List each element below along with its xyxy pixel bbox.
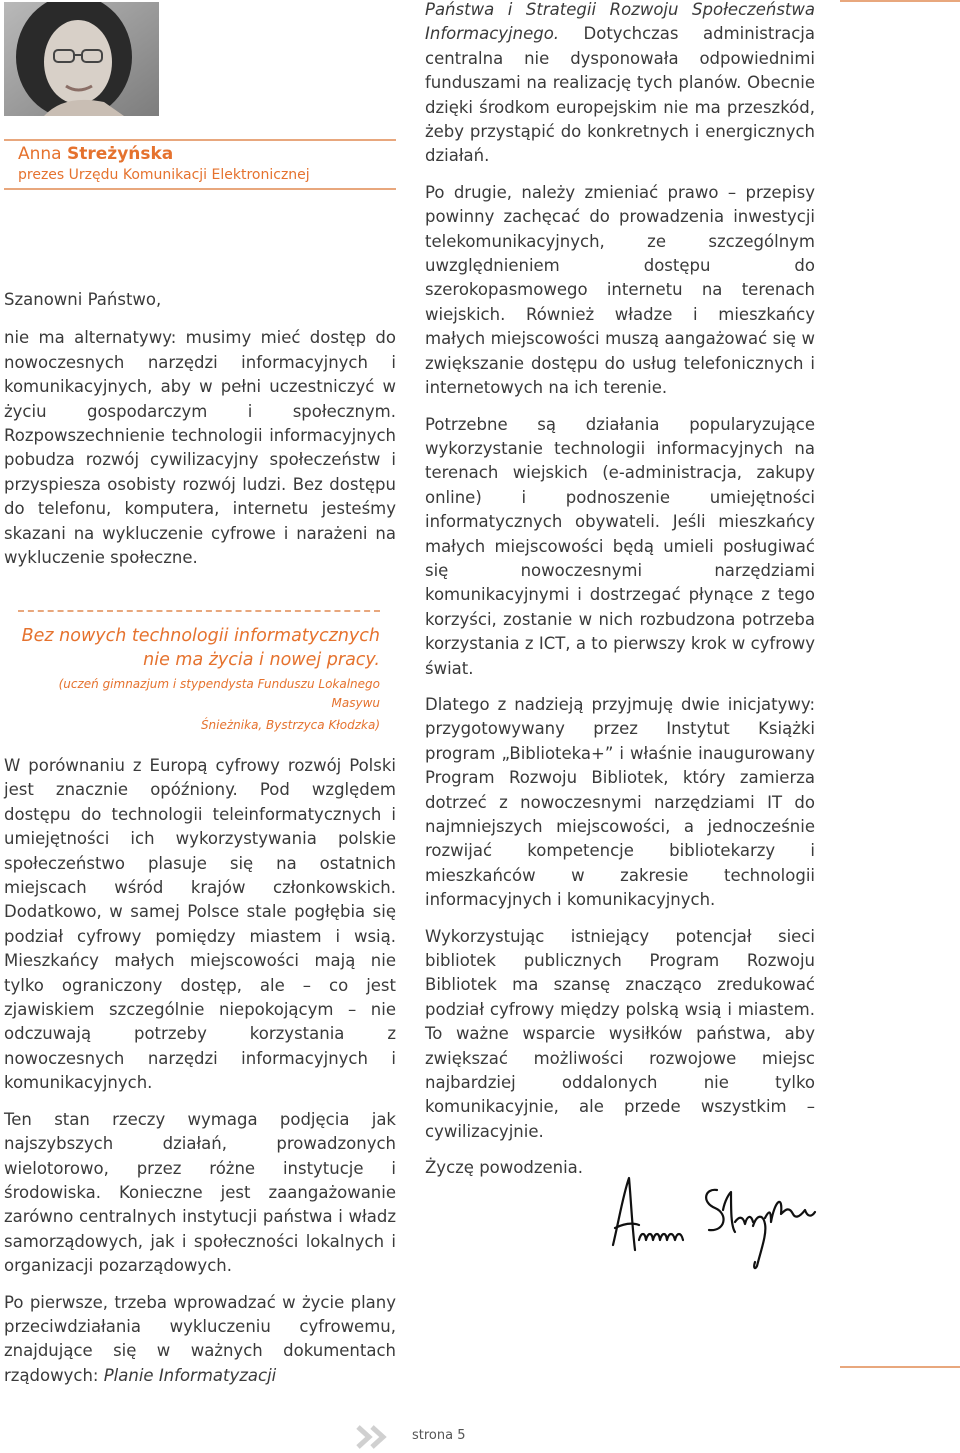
portrait-photo [4, 2, 159, 116]
paragraph [425, 0, 815, 169]
author-block [4, 139, 396, 190]
author-last-name: Streżyńska [67, 144, 174, 164]
author-first-name: Anna [18, 144, 62, 164]
author-role: prezes Urzędu Komunikacji Elektronicznej [4, 165, 396, 190]
paragraph-text: Dotychczas administracja centralna nie dysponowała odpowiednimi funduszami na realizację tych planów. Obecnie dzięki środkom europejskim nie ma przeszkód, żeby przystąpić do konkretnych i energicznych działań. [425, 24, 815, 166]
double-chevron-right-icon [355, 1424, 395, 1450]
paragraph: Dlatego z nadzieją przyjmuję dwie inicjatywy: przygotowywany przez Instytut Książki program „Biblioteka+” i właśnie inaugurowany Program Rozwoju Bibliotek, który zamierza dotrzeć z nowoczesnymi narzędziami IT do najmniejszych miejscowości, a jednocześnie rozwijać kompetencje bibliotekarzy i mieszkańców w zakresie technologii informacyjnych i komunikacyjnych. [425, 694, 815, 910]
signature [605, 1170, 820, 1275]
quote-source-line-1: (uczeń gimnazjum i stypendysta Funduszu Lokalnego Masywu [58, 677, 380, 710]
right-column [425, 0, 815, 1193]
paragraph: Wykorzystując istniejący potencjał sieci bibliotek publicznych Program Rozwoju Bibliotek ma szansę znacząco zredukować podział cyfrowy między polską wsią i miastem. To ważne wsparcie wysiłków państwa, aby zwiększać możliwości rozwojowe miejsc najbardziej oddalonych nie tylko komunikacyjnie, ale przede wszystkim – cywilizacyjnie. [425, 926, 815, 1141]
left-column-bottom [4, 754, 396, 1400]
paragraph [4, 1291, 396, 1389]
left-column-top [4, 288, 396, 582]
quote-line-1: Bez nowych technologii informatycznych [21, 626, 380, 646]
dashed-divider [18, 610, 380, 612]
paragraph: Po drugie, należy zmieniać prawo – przepisy powinny zachęcać do prowadzenia inwestycji telekomunikacyjnych, ze szczególnym uwzględnieniem dostępu do szerokopasmowego internetu na terenach wiejskich. Również władze i mieszkańcy małych miejscowości muszą aangażować się w zwiększanie dostępu do usług telefonicznych i internetowych na ich terenie. [425, 182, 815, 398]
greeting: Szanowni Państwo, [4, 290, 162, 309]
author-name [4, 141, 396, 165]
paragraph: Potrzebne są działania popularyzujące wykorzystanie technologii informacyjnych na terenach wiejskich (e-administracja, zakupy online) i podnoszenie umiejętności informatycznych obywateli. Jeśli mieszkańcy małych miejscowości będą umieli posługiwać się nowoczesnymi narzędziami komunikacyjnymi i dostrzegać płynące z tego korzyści, zostanie w nich rozbudzona potrzeba korzystania z ICT, a to pierwszy krok w cyfrowy świat. [425, 414, 815, 678]
closing: Życzę powodzenia. [425, 1158, 584, 1178]
document-title: Planie Informatyzacji [103, 1365, 277, 1385]
quote-source-line-2: Śnieżnika, Bystrzyca Kłodzka) [200, 718, 380, 732]
page-number: strona 5 [412, 1428, 466, 1443]
paragraph: Ten stan rzeczy wymaga podjęcia jak najszybszych działań, prowadzonych wielotorowo, przez różne instytucje i środowiska. Konieczne jest zaangażowanie zarówno centralnych instytucji państwa i władz samorządowych, jak i społeczności lokalnych i organizacji pozarządowych. [4, 1109, 396, 1276]
author-photo [4, 2, 159, 116]
quote-line-2: nie ma życia i nowej pracy. [143, 650, 380, 670]
document-title: Państwa i Strategii Rozwoju Społeczeństwa Informacyjnego. [425, 0, 815, 44]
paragraph: nie ma alternatywy: musimy mieć dostęp do nowoczesnych narzędzi informacyjnych i komunikacyjnych, aby w pełni uczestniczyć w życiu gospodarczym i społecznym. Rozpowszechnienie technologii informacyjnych pobudza rozwój cywilizacyjny społeczeństw i przyspiesza osobisty rozwój ludzi. Bez dostępu do telefonu, komputera, internetu jesteśmy skazani na wykluczenie cyfrowe i narażeni na wykluczenie społeczne. [4, 328, 396, 568]
paragraph-text: Po pierwsze, trzeba wprowadzać w życie plany przeciwdziałania wykluczeniu cyfrowemu, znajdujące się w ważnych dokumentach rządowych: [4, 1292, 396, 1385]
paragraph: W porównaniu z Europą cyfrowy rozwój Polski jest znacznie opóźniony. Pod względem dostępu do technologii teleinformatycznych i umiejętności ich wykorzystywania polskie społeczeństwo plasuje się na ostatnich miejscach wśród krajów członkowskich. Dodatkowo, w samej Polsce stale pogłębia się podział cyfrowy pomiędzy miastem i wsią. Mieszkańcy małych miejscowości mają nie tylko ograniczony dostęp, ale – co jest zjawiskiem szczególnie niepokojącym – nie odczuwają potrzeby korzystania z nowoczesnych narzędzi informacyjnych i komunikacyjnych. [4, 756, 396, 1093]
pull-quote [18, 610, 380, 735]
signature-image [605, 1170, 820, 1275]
corner-rule-top [840, 0, 960, 2]
corner-rule-bottom [840, 1366, 960, 1368]
